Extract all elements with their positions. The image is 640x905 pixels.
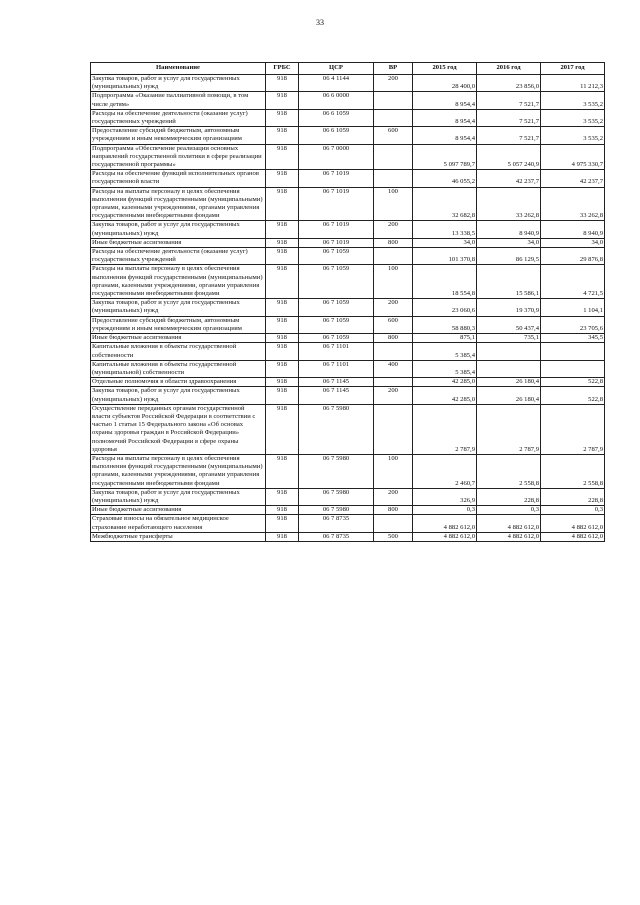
- cell-name: Страховые взносы на обязательное медицинское страхование неработающего населения: [91, 515, 266, 532]
- table-row: [91, 488, 605, 505]
- cell-2016: 735,1: [477, 334, 541, 343]
- header-2015: 2015 год: [413, 63, 477, 75]
- page-number: 33: [316, 18, 324, 27]
- cell-grbs: 918: [266, 515, 299, 532]
- cell-2016: 34,0: [477, 238, 541, 247]
- cell-name: Расходы на выплаты персоналу в целях обеспечения выполнения функций государственными (муниципальными) органами, казенными учреждениями, органами управления государственными внебюджетными фондами: [91, 265, 266, 299]
- cell-2016: 26 180,4: [477, 387, 541, 404]
- cell-csr: 06 7 1019: [299, 170, 374, 187]
- cell-vr: 800: [374, 334, 413, 343]
- cell-csr: 06 7 5980: [299, 454, 374, 488]
- table-row: [91, 454, 605, 488]
- cell-csr: 06 7 1059: [299, 299, 374, 316]
- table-row: [91, 109, 605, 126]
- cell-2017: 3 535,2: [541, 127, 605, 144]
- cell-2017: 2 787,9: [541, 404, 605, 454]
- cell-grbs: 918: [266, 299, 299, 316]
- cell-2017: 345,5: [541, 334, 605, 343]
- cell-vr: 200: [374, 387, 413, 404]
- cell-2015: 4 882 612,0: [413, 532, 477, 541]
- cell-vr: [374, 404, 413, 454]
- cell-csr: 06 4 1144: [299, 75, 374, 92]
- cell-grbs: 918: [266, 75, 299, 92]
- table-row: [91, 92, 605, 109]
- table-row: [91, 75, 605, 92]
- table-row: [91, 334, 605, 343]
- cell-2015: 8 954,4: [413, 109, 477, 126]
- cell-grbs: 918: [266, 221, 299, 238]
- cell-2016: 15 586,1: [477, 265, 541, 299]
- cell-2016: 8 940,9: [477, 221, 541, 238]
- cell-vr: [374, 170, 413, 187]
- cell-2017: 0,3: [541, 506, 605, 515]
- cell-2016: 7 521,7: [477, 127, 541, 144]
- cell-csr: 06 7 1019: [299, 221, 374, 238]
- cell-2016: 2 558,8: [477, 454, 541, 488]
- cell-2016: 23 856,0: [477, 75, 541, 92]
- cell-2016: 2 787,9: [477, 404, 541, 454]
- cell-2015: 875,1: [413, 334, 477, 343]
- cell-csr: 06 7 5980: [299, 404, 374, 454]
- cell-2015: 46 055,2: [413, 170, 477, 187]
- cell-csr: 06 7 1101: [299, 343, 374, 360]
- cell-grbs: 918: [266, 387, 299, 404]
- cell-vr: 200: [374, 488, 413, 505]
- cell-grbs: 918: [266, 378, 299, 387]
- cell-2017: 11 212,3: [541, 75, 605, 92]
- cell-2016: 0,3: [477, 506, 541, 515]
- cell-vr: 200: [374, 75, 413, 92]
- cell-grbs: 918: [266, 265, 299, 299]
- cell-grbs: 918: [266, 170, 299, 187]
- cell-grbs: 918: [266, 238, 299, 247]
- cell-2017: [541, 360, 605, 377]
- cell-name: Предоставление субсидий бюджетным, автономным учреждениям и иным некоммерческим организациям: [91, 127, 266, 144]
- cell-csr: 06 7 5980: [299, 488, 374, 505]
- cell-grbs: 918: [266, 506, 299, 515]
- cell-vr: [374, 248, 413, 265]
- cell-2015: 5 385,4: [413, 360, 477, 377]
- cell-name: Расходы на выплаты персоналу в целях обеспечения выполнения функций государственными (муниципальными) органами, казенными учреждениями, органами управления государственными внебюджетными фондами: [91, 187, 266, 221]
- cell-name: Капитальные вложения в объекты государственной (муниципальной) собственности: [91, 360, 266, 377]
- cell-csr: 06 7 1019: [299, 238, 374, 247]
- cell-grbs: 918: [266, 248, 299, 265]
- cell-2017: 228,8: [541, 488, 605, 505]
- table-row: [91, 248, 605, 265]
- cell-2017: 1 104,1: [541, 299, 605, 316]
- table-row: [91, 515, 605, 532]
- cell-vr: 200: [374, 299, 413, 316]
- cell-vr: [374, 515, 413, 532]
- cell-2017: 522,8: [541, 387, 605, 404]
- budget-table: [90, 62, 605, 542]
- cell-vr: 600: [374, 316, 413, 333]
- cell-grbs: 918: [266, 316, 299, 333]
- table-row: [91, 221, 605, 238]
- table-row: [91, 316, 605, 333]
- cell-grbs: 918: [266, 92, 299, 109]
- cell-name: Закупка товаров, работ и услуг для государственных (муниципальных) нужд: [91, 488, 266, 505]
- cell-2017: 23 705,6: [541, 316, 605, 333]
- cell-vr: [374, 92, 413, 109]
- cell-grbs: 918: [266, 109, 299, 126]
- cell-2016: 26 180,4: [477, 378, 541, 387]
- cell-vr: 800: [374, 506, 413, 515]
- cell-2015: 326,9: [413, 488, 477, 505]
- cell-2016: 50 437,4: [477, 316, 541, 333]
- cell-vr: [374, 378, 413, 387]
- cell-name: Иные бюджетные ассигнования: [91, 334, 266, 343]
- cell-2015: 8 954,4: [413, 92, 477, 109]
- cell-2015: 101 370,8: [413, 248, 477, 265]
- cell-grbs: 918: [266, 144, 299, 170]
- cell-grbs: 918: [266, 343, 299, 360]
- cell-vr: [374, 144, 413, 170]
- cell-vr: 800: [374, 238, 413, 247]
- cell-csr: 06 6 1059: [299, 127, 374, 144]
- cell-csr: 06 7 1059: [299, 334, 374, 343]
- table-row: [91, 127, 605, 144]
- cell-name: Капитальные вложения в объекты государственной собственности: [91, 343, 266, 360]
- cell-name: Предоставление субсидий бюджетным, автономным учреждениям и иным некоммерческим организациям: [91, 316, 266, 333]
- cell-grbs: 918: [266, 488, 299, 505]
- cell-2017: 4 975 330,7: [541, 144, 605, 170]
- cell-2017: 2 558,8: [541, 454, 605, 488]
- cell-2016: 42 237,7: [477, 170, 541, 187]
- cell-2017: 4 882 612,0: [541, 532, 605, 541]
- cell-2017: 3 535,2: [541, 92, 605, 109]
- table-row: [91, 404, 605, 454]
- cell-name: Иные бюджетные ассигнования: [91, 238, 266, 247]
- cell-2016: 7 521,7: [477, 92, 541, 109]
- table-header-row: [91, 63, 605, 75]
- table-row: [91, 506, 605, 515]
- cell-2017: 34,0: [541, 238, 605, 247]
- cell-csr: 06 7 1101: [299, 360, 374, 377]
- cell-grbs: 918: [266, 532, 299, 541]
- cell-2015: 4 882 612,0: [413, 515, 477, 532]
- cell-name: Межбюджетные трансферты: [91, 532, 266, 541]
- cell-2016: 5 057 240,9: [477, 144, 541, 170]
- cell-2017: 42 237,7: [541, 170, 605, 187]
- cell-2015: 18 554,8: [413, 265, 477, 299]
- cell-2017: 3 535,2: [541, 109, 605, 126]
- cell-grbs: 918: [266, 127, 299, 144]
- cell-vr: 200: [374, 221, 413, 238]
- cell-vr: 500: [374, 532, 413, 541]
- table-row: [91, 378, 605, 387]
- cell-grbs: 918: [266, 187, 299, 221]
- cell-csr: 06 7 8735: [299, 532, 374, 541]
- cell-vr: [374, 343, 413, 360]
- cell-2017: [541, 343, 605, 360]
- header-2017: 2017 год: [541, 63, 605, 75]
- cell-name: Закупка товаров, работ и услуг для государственных (муниципальных) нужд: [91, 75, 266, 92]
- cell-2016: 86 129,5: [477, 248, 541, 265]
- table-row: [91, 238, 605, 247]
- cell-2016: 19 370,9: [477, 299, 541, 316]
- cell-2015: 42 285,0: [413, 378, 477, 387]
- cell-grbs: 918: [266, 360, 299, 377]
- cell-2015: 8 954,4: [413, 127, 477, 144]
- cell-csr: 06 7 0000: [299, 144, 374, 170]
- cell-vr: 100: [374, 265, 413, 299]
- cell-2015: 5 385,4: [413, 343, 477, 360]
- cell-name: Подпрограмма «Обеспечение реализации основных направлений государственной политики в сфере реализации государственной программы»: [91, 144, 266, 170]
- table-row: [91, 170, 605, 187]
- cell-csr: 06 7 5980: [299, 506, 374, 515]
- cell-csr: 06 6 1059: [299, 109, 374, 126]
- cell-csr: 06 7 1059: [299, 265, 374, 299]
- cell-name: Закупка товаров, работ и услуг для государственных (муниципальных) нужд: [91, 387, 266, 404]
- cell-name: Отдельные полномочия в области здравоохранения: [91, 378, 266, 387]
- cell-2017: 29 876,8: [541, 248, 605, 265]
- cell-name: Подпрограмма «Оказание паллиативной помощи, в том числе детям»: [91, 92, 266, 109]
- table-row: [91, 360, 605, 377]
- cell-2015: 34,0: [413, 238, 477, 247]
- cell-2015: 5 097 789,7: [413, 144, 477, 170]
- cell-name: Расходы на обеспечение деятельности (оказание услуг) государственных учреждений: [91, 109, 266, 126]
- cell-name: Осуществление переданных органам государственной власти субъектов Российской Федерации в соответствии с частью 1 статьи 15 Федерального закона «Об основах охраны здоровья граждан в Российской Федерации» полномочий Российской Федерации в сфере охраны здоровья: [91, 404, 266, 454]
- cell-2015: 58 880,3: [413, 316, 477, 333]
- header-2016: 2016 год: [477, 63, 541, 75]
- cell-grbs: 918: [266, 404, 299, 454]
- cell-grbs: 918: [266, 454, 299, 488]
- cell-2016: 7 521,7: [477, 109, 541, 126]
- table-row: [91, 532, 605, 541]
- cell-name: Расходы на обеспечение функций исполнительных органов государственной власти: [91, 170, 266, 187]
- cell-vr: 400: [374, 360, 413, 377]
- cell-vr: [374, 109, 413, 126]
- table-row: [91, 144, 605, 170]
- table-row: [91, 343, 605, 360]
- cell-2016: 4 882 612,0: [477, 515, 541, 532]
- header-vr: ВР: [374, 63, 413, 75]
- cell-2015: 13 338,5: [413, 221, 477, 238]
- cell-2016: [477, 343, 541, 360]
- cell-name: Расходы на выплаты персоналу в целях обеспечения выполнения функций государственными (муниципальными) органами, казенными учреждениями, органами управления государственными внебюджетными фондами: [91, 454, 266, 488]
- cell-csr: 06 6 0000: [299, 92, 374, 109]
- cell-csr: 06 7 1145: [299, 387, 374, 404]
- cell-2015: 42 285,0: [413, 387, 477, 404]
- cell-2015: 2 787,9: [413, 404, 477, 454]
- cell-vr: 100: [374, 187, 413, 221]
- cell-name: Закупка товаров, работ и услуг для государственных (муниципальных) нужд: [91, 299, 266, 316]
- cell-2017: 4 721,5: [541, 265, 605, 299]
- cell-2017: 33 262,8: [541, 187, 605, 221]
- table-row: [91, 387, 605, 404]
- cell-name: Закупка товаров, работ и услуг для государственных (муниципальных) нужд: [91, 221, 266, 238]
- cell-grbs: 918: [266, 334, 299, 343]
- table-body: [91, 75, 605, 542]
- cell-2015: 0,3: [413, 506, 477, 515]
- cell-csr: 06 7 1145: [299, 378, 374, 387]
- cell-2015: 32 682,8: [413, 187, 477, 221]
- cell-2015: 23 060,6: [413, 299, 477, 316]
- cell-2017: 8 940,9: [541, 221, 605, 238]
- cell-vr: 600: [374, 127, 413, 144]
- table-row: [91, 187, 605, 221]
- cell-csr: 06 7 1019: [299, 187, 374, 221]
- table-row: [91, 265, 605, 299]
- cell-csr: 06 7 8735: [299, 515, 374, 532]
- cell-name: Расходы на обеспечение деятельности (оказание услуг) государственных учреждений: [91, 248, 266, 265]
- cell-2016: 228,8: [477, 488, 541, 505]
- table-row: [91, 299, 605, 316]
- cell-2017: 522,8: [541, 378, 605, 387]
- cell-csr: 06 7 1059: [299, 248, 374, 265]
- cell-vr: 100: [374, 454, 413, 488]
- header-name: Наименование: [91, 63, 266, 75]
- cell-2015: 28 400,0: [413, 75, 477, 92]
- cell-2016: [477, 360, 541, 377]
- header-csr: ЦСР: [299, 63, 374, 75]
- cell-2015: 2 460,7: [413, 454, 477, 488]
- cell-2016: 4 882 612,0: [477, 532, 541, 541]
- header-grbs: ГРБС: [266, 63, 299, 75]
- cell-2017: 4 882 612,0: [541, 515, 605, 532]
- cell-csr: 06 7 1059: [299, 316, 374, 333]
- cell-name: Иные бюджетные ассигнования: [91, 506, 266, 515]
- cell-2016: 33 262,8: [477, 187, 541, 221]
